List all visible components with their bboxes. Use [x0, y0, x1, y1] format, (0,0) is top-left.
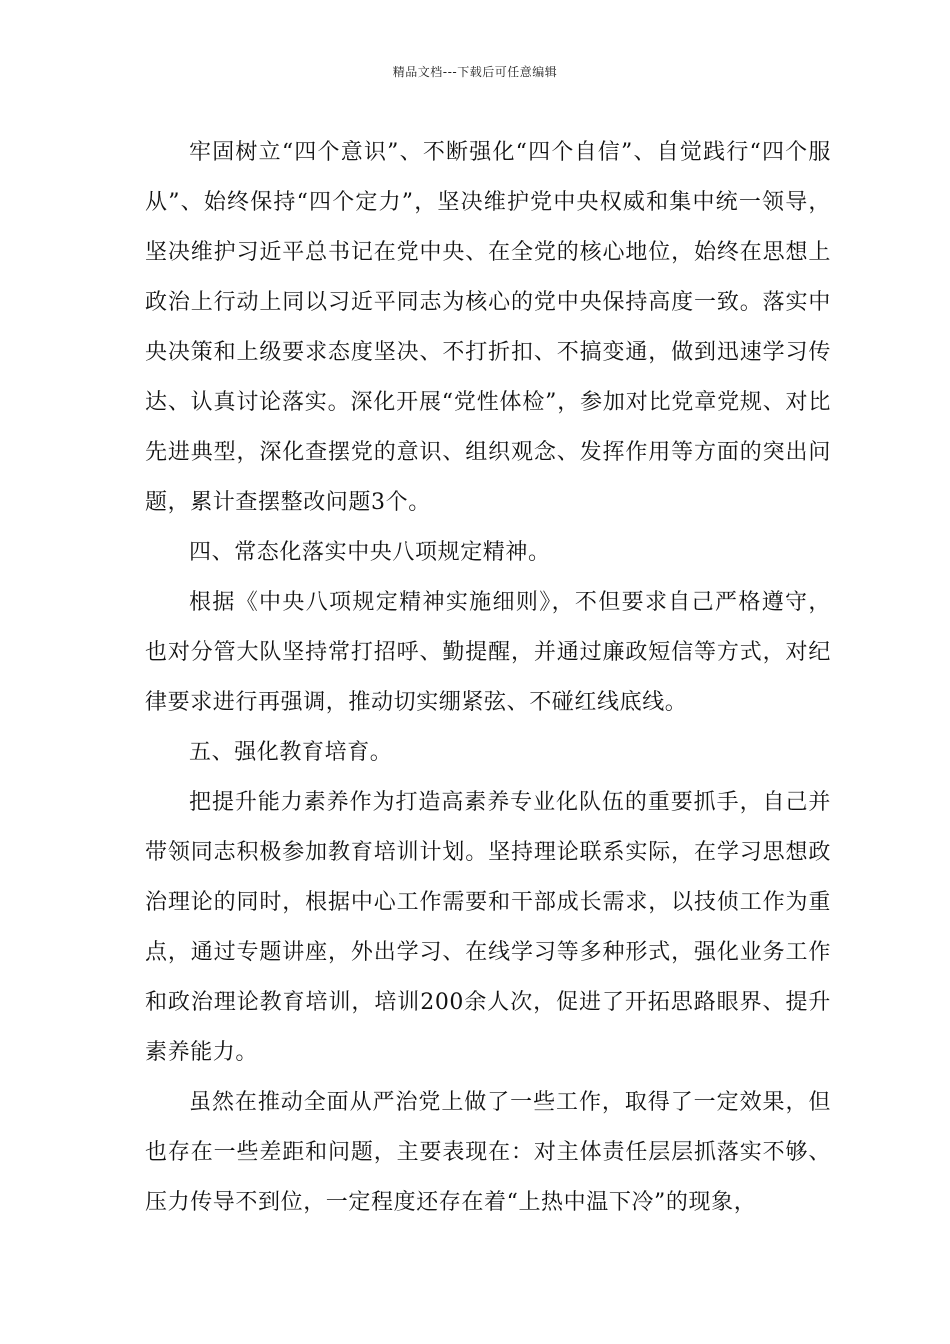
paragraph-education: 把提升能力素养作为打造高素养专业化队伍的重要抓手，自己并带领同志积极参加教育培训计划。坚持理论联系实际，在学习思想政治理论的同时，根据中心工作需要和干部成长需求，以技侦工作为重点，通过专题讲座，外出学习、在线学习等多种形式，强化业务工作和政治理论教育培训，培训200余人次，促进了开拓思路眼界、提升素养能力。	[145, 790, 831, 1065]
paragraph-eight-regulations: 根据《中央八项规定精神实施细则》，不但要求自己严格遵守，也对分管大队坚持常打招呼、勤提醒，并通过廉政短信等方式，对纪律要求进行再强调，推动切实绷紧弦、不碰红线底线。	[145, 590, 831, 715]
page-header: 精品文档---下载后可任意编辑	[392, 65, 558, 79]
paragraph-political-loyalty: 牢固树立“四个意识”、不断强化“四个自信”、自觉践行“四个服从”、始终保持“四个定力”，坚决维护党中央权威和集中统一领导，坚决维护习近平总书记在党中央、在全党的核心地位，始终在思想上政治上行动上同以习近平同志为核心的党中央保持高度一致。落实中央决策和上级要求态度坚决、不打折扣、不搞变通，做到迅速学习传达、认真讨论落实。深化开展“党性体检”，参加对比党章党规、对比先进典型，深化查摆党的意识、组织观念、发挥作用等方面的突出问题，累计查摆整改问题3个。	[145, 140, 831, 515]
document-body	[145, 128, 831, 1228]
paragraph-problems: 虽然在推动全面从严治党上做了一些工作，取得了一定效果，但也存在一些差距和问题，主要表现在：对主体责任层层抓落实不够、压力传导不到位，一定程度还存在着“上热中温下冷”的现象，	[145, 1090, 831, 1215]
section-heading-education: 五、强化教育培育。	[189, 740, 393, 765]
section-heading-eight-regulations: 四、常态化落实中央八项规定精神。	[189, 540, 551, 565]
